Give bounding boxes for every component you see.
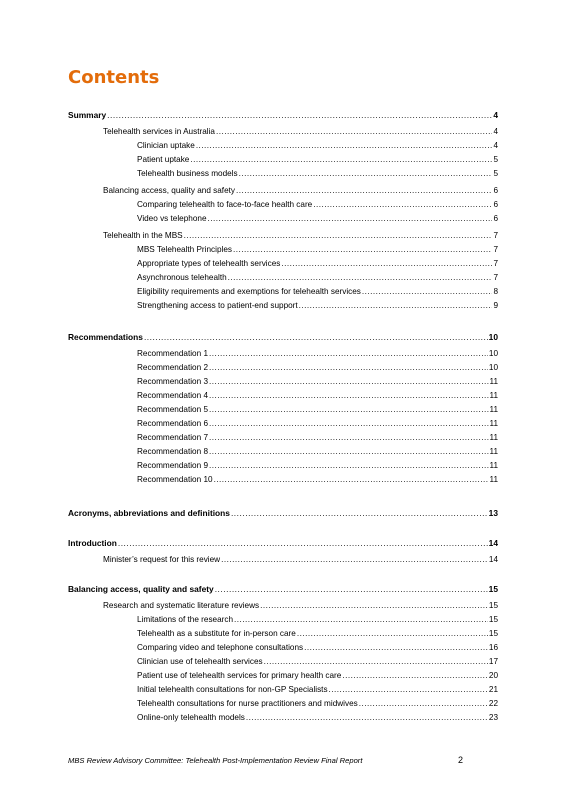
toc-entry[interactable]	[103, 600, 498, 611]
toc-dot-leader	[214, 474, 489, 485]
toc-dot-leader	[304, 642, 488, 653]
toc-entry-label: Recommendation 5	[137, 405, 208, 414]
toc-entry[interactable]	[68, 110, 498, 121]
toc-dot-leader	[221, 554, 488, 565]
toc-entry-label: Telehealth business models	[137, 169, 238, 178]
toc-entry-page: 11	[489, 461, 498, 470]
toc-dot-leader	[209, 446, 489, 457]
toc-dot-leader	[209, 362, 488, 373]
toc-entry-page: 6	[493, 200, 498, 209]
toc-dot-leader	[329, 684, 488, 695]
toc-entry-label: Telehealth consultations for nurse practitioners and midwives	[137, 699, 358, 708]
toc-entry[interactable]	[137, 168, 498, 179]
toc-entry[interactable]	[68, 508, 498, 519]
toc-entry-page: 10	[488, 363, 498, 372]
toc-entry-page: 15	[488, 629, 498, 638]
toc-entry-label: Telehealth services in Australia	[103, 127, 215, 136]
toc-dot-leader	[228, 272, 493, 283]
toc-entry-page: 11	[489, 405, 498, 414]
toc-dot-leader	[216, 126, 492, 137]
toc-entry-label: Recommendation 1	[137, 349, 208, 358]
toc-dot-leader	[209, 348, 488, 359]
toc-entry[interactable]	[137, 362, 498, 373]
toc-entry[interactable]	[68, 538, 498, 549]
toc-entry-page: 11	[489, 377, 498, 386]
toc-entry-page: 22	[488, 699, 498, 708]
toc-entry-page: 16	[488, 643, 498, 652]
toc-dot-leader	[209, 460, 489, 471]
toc-entry[interactable]	[137, 698, 498, 709]
toc-entry-label: Research and systematic literature reviews	[103, 601, 260, 610]
toc-entry-page: 11	[489, 433, 498, 442]
toc-entry-page: 4	[493, 110, 498, 120]
toc-entry-label: Clinician use of telehealth services	[137, 657, 263, 666]
toc-entry-page: 11	[489, 447, 498, 456]
toc-entry[interactable]	[137, 300, 498, 311]
toc-entry-page: 11	[489, 475, 498, 484]
toc-entry-label: Patient use of telehealth services for primary health care	[137, 671, 342, 680]
toc-entry-page: 11	[489, 391, 498, 400]
toc-dot-leader	[260, 600, 488, 611]
toc-entry[interactable]	[137, 348, 498, 359]
toc-entry-label: Eligibility requirements and exemptions for telehealth services	[137, 287, 361, 296]
toc-dot-leader	[209, 376, 489, 387]
toc-dot-leader	[118, 538, 488, 549]
toc-entry-label: Recommendation 3	[137, 377, 208, 386]
toc-entry[interactable]	[137, 376, 498, 387]
toc-entry-label: Initial telehealth consultations for non-GP Specialists	[137, 685, 328, 694]
toc-entry-label: Comparing telehealth to face-to-face health care	[137, 200, 313, 209]
footer-report-title: MBS Review Advisory Committee: Telehealth Post-Implementation Review Final Report	[68, 756, 363, 765]
toc-entry-page: 7	[493, 273, 498, 282]
toc-entry-label: Comparing video and telephone consultations	[137, 643, 304, 652]
toc-dot-leader	[362, 286, 493, 297]
toc-entry[interactable]	[137, 432, 498, 443]
toc-dot-leader	[264, 656, 488, 667]
toc-entry[interactable]	[137, 244, 498, 255]
toc-dot-leader	[144, 332, 488, 343]
toc-entry-label: Limitations of the research	[137, 615, 234, 624]
toc-entry-label: Balancing access, quality and safety	[103, 186, 235, 195]
toc-entry-page: 14	[488, 555, 498, 564]
toc-entry-label: Clinician uptake	[137, 141, 195, 150]
toc-dot-leader	[208, 213, 493, 224]
toc-dot-leader	[246, 712, 488, 723]
toc-dot-leader	[209, 418, 489, 429]
toc-entry-label: Appropriate types of telehealth services	[137, 259, 281, 268]
footer-page-number: 2	[458, 755, 464, 765]
toc-dot-leader	[209, 432, 489, 443]
toc-entry-label: Telehealth in the MBS	[103, 231, 183, 240]
toc-entry[interactable]	[137, 154, 498, 165]
toc-entry-page: 4	[493, 141, 498, 150]
toc-dot-leader	[234, 614, 488, 625]
toc-entry-page: 14	[488, 538, 498, 548]
toc-entry-label: MBS Telehealth Principles	[137, 245, 232, 254]
toc-entry-label: Balancing access, quality and safety	[68, 584, 214, 594]
toc-entry-label: Recommendation 10	[137, 475, 213, 484]
toc-entry[interactable]	[137, 656, 498, 667]
toc-entry-page: 5	[493, 155, 498, 164]
toc-entry[interactable]	[137, 670, 498, 681]
toc-entry-label: Recommendation 2	[137, 363, 208, 372]
toc-entry[interactable]	[137, 404, 498, 415]
toc-entry-label: Recommendation 9	[137, 461, 208, 470]
toc-entry[interactable]	[137, 390, 498, 401]
toc-entry[interactable]	[137, 418, 498, 429]
toc-dot-leader	[313, 199, 492, 210]
toc-dot-leader	[299, 300, 493, 311]
toc-entry[interactable]	[137, 286, 498, 297]
toc-dot-leader	[209, 390, 489, 401]
toc-entry-page: 6	[493, 214, 498, 223]
toc-entry-label: Telehealth as a substitute for in-person care	[137, 629, 296, 638]
toc-dot-leader	[359, 698, 488, 709]
toc-entry-label: Recommendation 7	[137, 433, 208, 442]
toc-dot-leader	[231, 508, 488, 519]
toc-entry-page: 20	[488, 671, 498, 680]
toc-entry-page: 15	[488, 615, 498, 624]
toc-dot-leader	[190, 154, 492, 165]
toc-entry-page: 15	[488, 601, 498, 610]
toc-entry-label: Video vs telephone	[137, 214, 207, 223]
toc-entry[interactable]	[103, 185, 498, 196]
toc-entry-page: 15	[488, 584, 498, 594]
toc-entry-page: 21	[488, 685, 498, 694]
toc-dot-leader	[297, 628, 488, 639]
toc-dot-leader	[184, 230, 493, 241]
toc-entry-label: Recommendation 6	[137, 419, 208, 428]
toc-entry[interactable]	[137, 684, 498, 695]
toc-entry-page: 7	[493, 259, 498, 268]
toc-dot-leader	[281, 258, 492, 269]
toc-entry-label: Strengthening access to patient-end support	[137, 301, 298, 310]
toc-entry-page: 17	[488, 657, 498, 666]
toc-entry-page: 13	[488, 508, 498, 518]
toc-entry[interactable]	[137, 474, 498, 485]
toc-entry-page: 9	[493, 301, 498, 310]
toc-entry-label: Asynchronous telehealth	[137, 273, 227, 282]
toc-entry[interactable]	[103, 230, 498, 241]
toc-entry[interactable]	[137, 272, 498, 283]
toc-entry-label: Summary	[68, 110, 107, 120]
toc-entry-label: Acronyms, abbreviations and definitions	[68, 508, 230, 518]
toc-entry-page: 10	[488, 332, 498, 342]
toc-dot-leader	[239, 168, 493, 179]
toc-entry-page: 10	[488, 349, 498, 358]
toc-entry[interactable]	[137, 258, 498, 269]
toc-entry-page: 23	[488, 713, 498, 722]
toc-entry-label: Introduction	[68, 538, 117, 548]
toc-entry[interactable]	[137, 213, 498, 224]
toc-entry-label: Recommendation 8	[137, 447, 208, 456]
contents-heading: Contents	[68, 67, 160, 88]
toc-entry[interactable]	[137, 712, 498, 723]
toc-entry-label: Minister’s request for this review	[103, 555, 221, 564]
toc-dot-leader	[236, 185, 492, 196]
toc-dot-leader	[209, 404, 489, 415]
toc-entry-label: Online-only telehealth models	[137, 713, 245, 722]
toc-entry-label: Recommendation 4	[137, 391, 208, 400]
toc-entry[interactable]	[137, 628, 498, 639]
toc-entry-label: Patient uptake	[137, 155, 190, 164]
toc-entry[interactable]	[103, 554, 498, 565]
toc-entry-page: 6	[493, 186, 498, 195]
toc-entry[interactable]	[137, 140, 498, 151]
toc-entry-page: 5	[493, 169, 498, 178]
toc-entry[interactable]	[137, 642, 498, 653]
toc-dot-leader	[215, 584, 488, 595]
toc-dot-leader	[233, 244, 492, 255]
toc-dot-leader	[107, 110, 492, 121]
toc-entry-page: 11	[489, 419, 498, 428]
toc-entry[interactable]	[68, 584, 498, 595]
toc-entry-page: 8	[493, 287, 498, 296]
toc-entry-page: 4	[493, 127, 498, 136]
toc-dot-leader	[196, 140, 493, 151]
toc-entry-page: 7	[493, 231, 498, 240]
toc-dot-leader	[342, 670, 488, 681]
toc-entry[interactable]	[137, 614, 498, 625]
toc-entry[interactable]	[137, 199, 498, 210]
toc-entry-label: Recommendations	[68, 332, 143, 342]
toc-entry[interactable]	[137, 460, 498, 471]
toc-entry[interactable]	[103, 126, 498, 137]
toc-entry[interactable]	[137, 446, 498, 457]
toc-entry[interactable]	[68, 332, 498, 343]
toc-entry-page: 7	[493, 245, 498, 254]
